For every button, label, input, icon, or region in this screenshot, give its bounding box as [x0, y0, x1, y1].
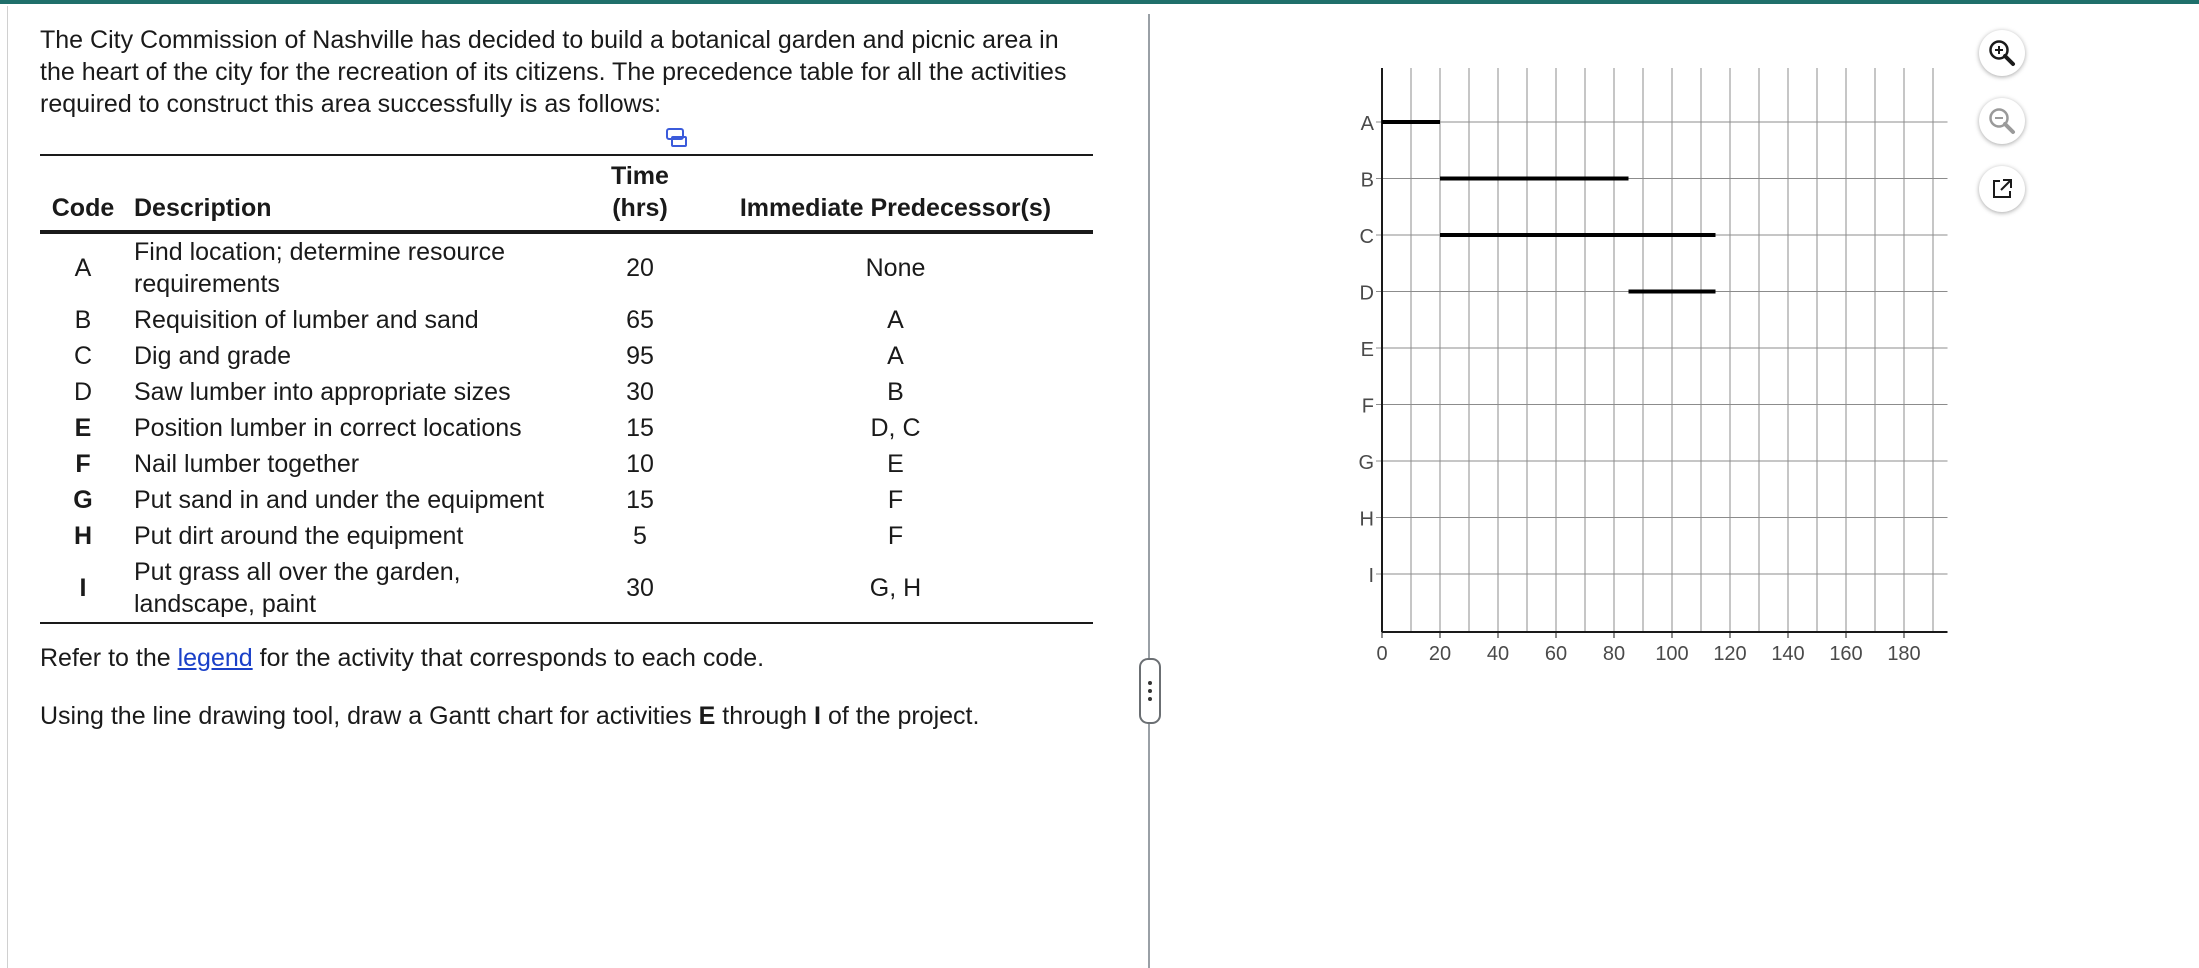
table-header-row [40, 155, 1093, 232]
x-tick-label: 0 [1376, 643, 1388, 665]
row-code: C [73, 342, 93, 370]
copy-table-icon[interactable] [666, 128, 688, 148]
y-tick-label: B [1360, 169, 1374, 192]
zoom-in-button[interactable] [1979, 30, 2025, 76]
zoom-in-icon [1987, 38, 2017, 68]
refer-prefix: Refer to the [40, 644, 171, 672]
y-tick-label: I [1368, 565, 1374, 587]
row-predecessor: E [887, 450, 904, 478]
row-predecessor: None [865, 254, 926, 282]
x-tick-label: 80 [1602, 643, 1626, 665]
row-time: 10 [626, 450, 654, 478]
header-description: Description [134, 194, 272, 222]
top-accent-bar [0, 0, 2199, 4]
row-description: Put sand in and under the equipment [134, 486, 545, 514]
row-code: B [74, 306, 92, 334]
row-description: Put dirt around the equipment [134, 522, 464, 550]
external-link-icon [1989, 176, 2015, 202]
header-time [582, 155, 698, 232]
instruction-last-activity: I [814, 702, 821, 730]
row-predecessor: A [887, 306, 904, 334]
zoom-out-icon [1987, 106, 2017, 136]
table-row [40, 302, 1093, 338]
header-time-line2: (hrs) [612, 194, 668, 222]
left-border [7, 6, 8, 968]
row-code: G [73, 486, 93, 514]
row-description: Dig and grade [134, 342, 292, 370]
row-predecessor: B [887, 378, 904, 406]
row-description: Position lumber in correct locations [134, 414, 522, 442]
row-predecessor: F [887, 486, 904, 514]
splitter-handle[interactable] [1139, 658, 1161, 724]
table-row [40, 232, 1093, 302]
x-tick-label: 120 [1713, 643, 1747, 665]
table-row [40, 554, 1093, 623]
legend-instruction [40, 644, 764, 673]
question-pane [40, 24, 1100, 730]
row-predecessor: A [887, 342, 904, 370]
row-code: H [73, 522, 93, 550]
row-description: Find location; determine resource requirements [134, 238, 506, 298]
instruction-first-activity: E [698, 702, 716, 730]
y-tick-label: H [1359, 508, 1374, 531]
table-row [40, 446, 1093, 482]
y-tick-label: D [1359, 282, 1374, 305]
x-tick-label: 100 [1655, 643, 1689, 665]
row-code: F [75, 450, 91, 478]
row-time: 5 [633, 522, 647, 550]
header-time-line1: Time [611, 162, 669, 190]
row-time: 15 [626, 486, 654, 514]
row-time: 30 [626, 378, 654, 406]
x-tick-label: 140 [1771, 643, 1805, 665]
intro-text: The City Commission of Nashville has decided to build a botanical garden and picnic area in the heart of the city for the recreation of its citizens. The precedence table for all the activities required to construct this area successfully is as follows: [40, 26, 1067, 118]
legend-link[interactable]: legend [177, 644, 253, 672]
gantt-chart[interactable] [1320, 60, 1960, 680]
popout-button[interactable] [1979, 166, 2025, 212]
instruction-suffix: of the project. [827, 702, 980, 730]
y-tick-label: G [1358, 452, 1374, 474]
row-time: 30 [626, 574, 654, 602]
table-row [40, 374, 1093, 410]
table-row [40, 410, 1093, 446]
row-description: Nail lumber together [134, 450, 360, 478]
row-time: 20 [626, 254, 654, 282]
row-code: A [74, 254, 92, 282]
y-tick-label: A [1360, 113, 1374, 135]
refer-suffix: for the activity that corresponds to each code. [259, 644, 765, 672]
row-code: I [79, 574, 87, 602]
x-tick-label: 180 [1887, 643, 1921, 665]
row-time: 15 [626, 414, 654, 442]
header-predecessors: Immediate Predecessor(s) [739, 194, 1052, 222]
row-code: D [73, 378, 93, 406]
gantt-instruction [40, 702, 979, 731]
row-predecessor: F [887, 522, 904, 550]
row-code: E [74, 414, 92, 442]
row-predecessor: D, C [870, 414, 921, 442]
precedence-table [40, 154, 1093, 624]
x-tick-label: 20 [1428, 643, 1452, 665]
x-tick-label: 40 [1486, 643, 1510, 665]
x-tick-label: 160 [1829, 643, 1863, 665]
row-description: Requisition of lumber and sand [134, 306, 479, 334]
y-tick-label: E [1360, 339, 1374, 361]
header-code: Code [51, 194, 115, 222]
y-tick-label: F [1361, 395, 1374, 418]
x-tick-label: 60 [1544, 643, 1568, 665]
zoom-out-button[interactable] [1979, 98, 2025, 144]
row-description: Saw lumber into appropriate sizes [134, 378, 511, 406]
row-description: Put grass all over the garden, landscape, paint [134, 558, 461, 618]
pane-splitter [1148, 14, 1150, 968]
table-row [40, 338, 1093, 374]
row-predecessor: G, H [869, 574, 922, 602]
row-time: 65 [626, 306, 654, 334]
table-row [40, 518, 1093, 554]
table-row [40, 482, 1093, 518]
instruction-mid: through [722, 702, 808, 730]
y-tick-label: C [1359, 226, 1374, 248]
instruction-prefix: Using the line drawing tool, draw a Gantt chart for activities [40, 702, 692, 730]
row-time: 95 [626, 342, 654, 370]
